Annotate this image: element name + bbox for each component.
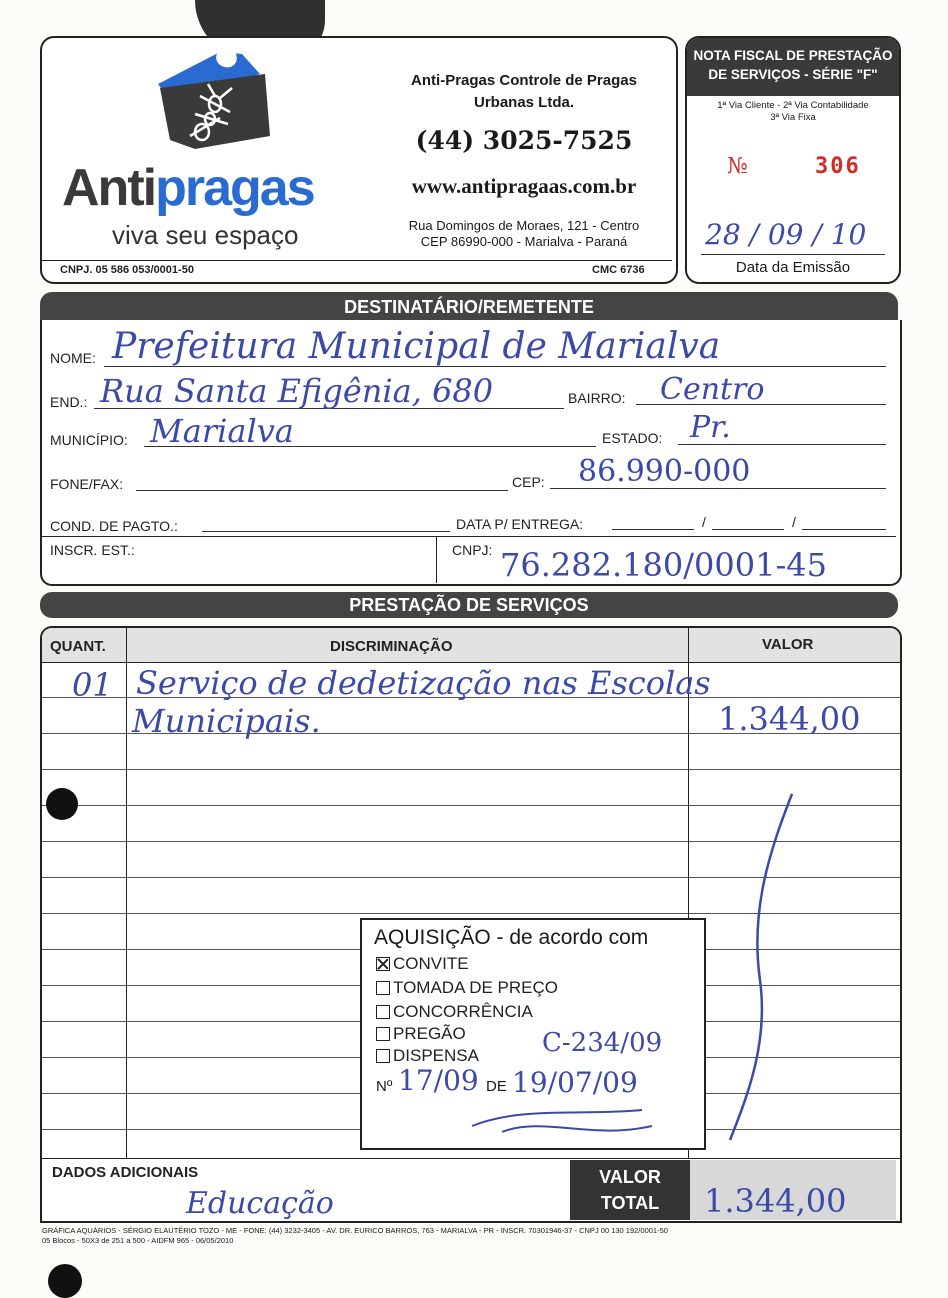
cnpj-label: CNPJ: — [452, 542, 493, 558]
cep-label: CEP: — [512, 474, 545, 490]
stamp-option-label: DISPENSA — [393, 1046, 479, 1065]
col-quant: QUANT. — [50, 638, 106, 655]
brand-slogan: viva seu espaço — [112, 220, 299, 250]
col-valor: VALOR — [762, 636, 814, 653]
service-quant: 01 — [72, 666, 113, 704]
checkbox-icon — [376, 1005, 390, 1019]
cond-line — [202, 531, 450, 532]
cond-label: COND. DE PAGTO.: — [50, 518, 178, 534]
brand-prefix: Anti — [62, 159, 156, 217]
data-entrega-line-2 — [712, 529, 784, 530]
data-entrega-slash-2: / — [792, 514, 796, 530]
cancel-stroke — [720, 790, 810, 1150]
recipient-header: DESTINATÁRIO/REMETENTE — [40, 292, 898, 322]
printer-line-1: GRÁFICA AQUÁRIOS - SÉRGIO ELAUTÉRIO TOZO - ME - FONE: (44) 3232-3405 - AV. DR. EURICO BARROS, 763 - MARIALVA - PR - INSCR. 70301946-37 - CNPJ 00 130 192/0001-50 — [42, 1226, 668, 1235]
stamp-title: AQUISIÇÃO - de acordo com — [374, 926, 649, 949]
fone-line — [136, 490, 508, 491]
checkbox-icon — [376, 1049, 390, 1063]
stamp-option-label: PREGÃO — [393, 1024, 466, 1043]
valor-total-line-2: TOTAL — [600, 1193, 660, 1213]
fone-label: FONE/FAX: — [50, 476, 124, 492]
data-entrega-line-3 — [802, 529, 886, 530]
printer-line-2: 05 Blocos - 50X3 de 251 a 500 - AIDFM 965 - 06/05/2010 — [42, 1236, 234, 1245]
stamp-option-label: CONVITE — [393, 954, 469, 973]
inscr-label: INSCR. EST.: — [50, 542, 135, 558]
bairro-label: BAIRRO: — [568, 390, 626, 406]
invoice-title-bar — [687, 38, 899, 96]
stamp-option-convite — [376, 954, 469, 974]
signature-mark — [462, 1096, 662, 1146]
data-entrega-line-1 — [612, 529, 694, 530]
company-cnpj: CNPJ. 05 586 053/0001-50 — [60, 264, 194, 276]
company-address-2: CEP 86990-000 - Marialva - Paraná — [420, 234, 628, 249]
end-label: END.: — [50, 394, 88, 410]
valor-total-label — [570, 1160, 690, 1220]
valor-total-value: 1.344,00 — [704, 1182, 847, 1220]
company-name: Anti-Pragas Controle de Pragas Urbanas Ltda. — [411, 72, 637, 111]
invoice-number: 306 — [815, 154, 861, 179]
stamp-option-label: TOMADA DE PREÇO — [393, 978, 558, 997]
col-divider-1 — [126, 628, 127, 1158]
cnpj-value: 76.282.180/0001-45 — [500, 546, 827, 584]
service-desc-1: Serviço de dedetização nas Escolas — [136, 664, 711, 702]
brand-suffix: pragas — [155, 159, 314, 217]
data-entrega-slash-1: / — [702, 514, 706, 530]
municipio-label: MUNICÍPIO: — [50, 432, 128, 448]
stamp-no-label: Nº — [376, 1078, 393, 1095]
col-discr: DISCRIMINAÇÃO — [330, 638, 453, 655]
hole-punch — [46, 788, 78, 820]
checkbox-icon — [376, 981, 390, 995]
stamp-de-label: DE — [486, 1078, 507, 1095]
cep-value: 86.990-000 — [578, 454, 751, 489]
company-cmc: CMC 6736 — [592, 264, 645, 276]
bairro-value: Centro — [660, 372, 765, 407]
stamp-de-value: 19/07/09 — [512, 1066, 638, 1099]
acquisition-stamp — [360, 918, 706, 1150]
service-desc-2: Municipais. — [132, 702, 321, 740]
invoice-number-symbol: № — [727, 154, 748, 179]
stamp-option-dispensa — [376, 1046, 479, 1066]
data-entrega-label: DATA P/ ENTREGA: — [456, 516, 584, 532]
stamp-option-tomada — [376, 978, 558, 998]
end-value: Rua Santa Efigênia, 680 — [100, 372, 494, 410]
emission-date: 28 / 09 / 10 — [705, 218, 867, 251]
stamp-no-value: 17/09 — [398, 1064, 479, 1097]
stamp-option-concorrencia — [376, 1002, 533, 1022]
checkbox-checked-icon — [376, 957, 390, 971]
service-valor: 1.344,00 — [718, 700, 861, 738]
company-website: www.antipragaas.com.br — [411, 174, 637, 198]
dados-value: Educação — [186, 1186, 334, 1221]
nome-label: NOME: — [50, 350, 96, 366]
invoice-copies-1: 1ª Via Cliente - 2ª Via Contabilidade — [717, 100, 869, 111]
hole-punch-bottom — [48, 1264, 82, 1298]
brand-wordmark — [62, 158, 314, 218]
invoice-title-2: DE SERVIÇOS - SÉRIE "F" — [708, 67, 878, 82]
dados-label: DADOS ADICIONAIS — [52, 1164, 199, 1181]
invoice-copies-2: 3ª Via Fixa — [770, 112, 816, 123]
cnpj-divider — [436, 537, 437, 583]
valor-total-line-1: VALOR — [599, 1167, 661, 1187]
company-phone: (44) 3025-7525 — [415, 126, 633, 155]
header-divider — [42, 260, 672, 261]
services-header: PRESTAÇÃO DE SERVIÇOS — [40, 592, 898, 618]
stamp-option-pregao — [376, 1024, 466, 1044]
municipio-value: Marialva — [150, 412, 294, 450]
invoice-title-1: NOTA FISCAL DE PRESTAÇÃO — [693, 48, 893, 63]
company-address-1: Rua Domingos de Moraes, 121 - Centro — [408, 218, 640, 233]
emission-line — [701, 254, 885, 255]
inscr-divider — [42, 536, 896, 537]
emission-label: Data da Emissão — [735, 259, 851, 276]
estado-value: Pr. — [690, 410, 731, 445]
stamp-ref: C-234/09 — [542, 1028, 663, 1058]
nome-value: Prefeitura Municipal de Marialva — [112, 326, 721, 367]
checkbox-icon — [376, 1027, 390, 1041]
stamp-option-label: CONCORRÊNCIA — [393, 1002, 533, 1021]
invoice-box — [685, 36, 901, 284]
estado-label: ESTADO: — [602, 430, 663, 446]
